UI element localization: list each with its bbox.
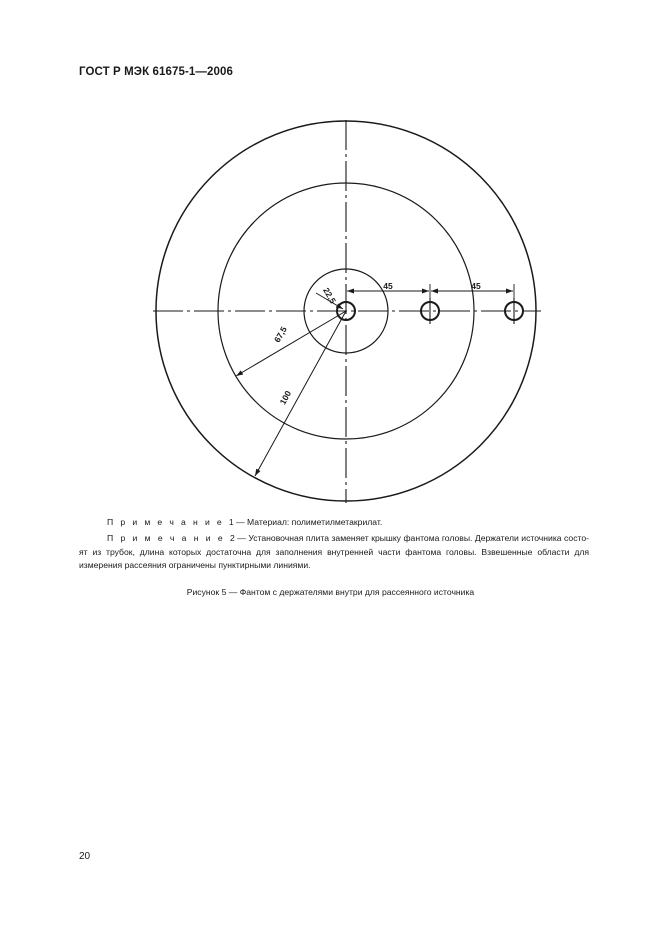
page-number: 20 [79, 851, 91, 862]
document-header: ГОСТ Р МЭК 61675-1—2006 [79, 66, 233, 78]
note-2-text: 2 — Установочная плита заменяет крышку фантома головы. Держатели источника состо-ят из трубок, длина которых достаточна для заполнения внутренней части фантома головы. Взвешенные области для измерения рассеяния ограничены пунктирными линиями. [79, 533, 589, 570]
dimension-label-spacing-2: 45 [471, 281, 481, 291]
dimension-label-r-outer: 100 [277, 388, 294, 407]
figure-caption: Рисунок 5 — Фантом с держателями внутри для рассеянного источника [186, 587, 475, 597]
note-1-text: 1 — Материал: полиметилметакрилат. [228, 517, 383, 527]
dimension-line-r-outer [255, 311, 346, 476]
note-1-label: П р и м е ч а н и е [107, 517, 225, 527]
dimension-line-r-middle [236, 311, 346, 376]
dimension-label-r-middle: 67,5 [271, 324, 289, 345]
dimension-label-spacing-1: 45 [383, 281, 393, 291]
note-1 [79, 516, 589, 530]
note-2 [79, 532, 589, 573]
dimension-label-r-small: 22,5 [321, 285, 339, 306]
note-2-label: П р и м е ч а н и е [107, 533, 226, 543]
